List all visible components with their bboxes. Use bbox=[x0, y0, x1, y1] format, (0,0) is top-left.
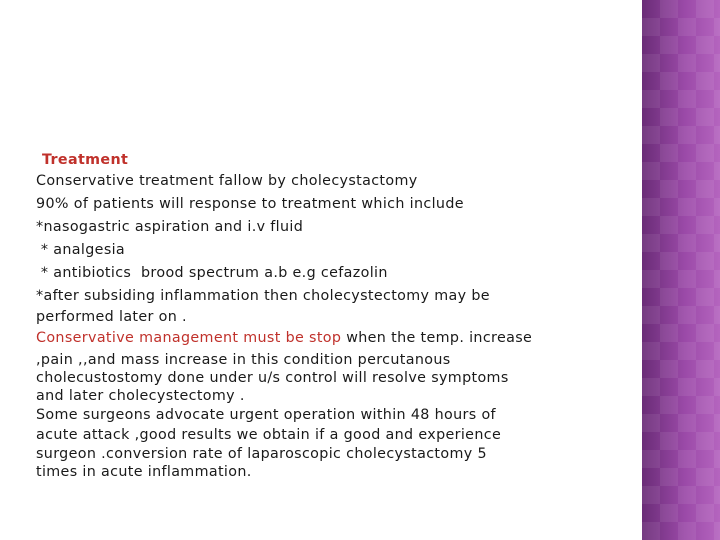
bullet-analgesia: * analgesia bbox=[36, 242, 126, 258]
slide-body bbox=[36, 151, 636, 481]
text-line: *nasogastric aspiration and i.v fluid bbox=[36, 219, 304, 235]
text-line bbox=[36, 326, 636, 351]
text-line: Conservative treatment fallow by cholecystactomy bbox=[36, 173, 418, 189]
text-line: performed later on . bbox=[36, 309, 187, 325]
text-line: Some surgeons advocate urgent operation within 48 hours of bbox=[36, 407, 496, 423]
highlighted-text: Conservative management must be stop bbox=[36, 330, 342, 346]
bullet-antibiotics: * antibiotics brood spectrum a.b e.g cefazolin bbox=[36, 265, 388, 281]
text-line: surgeon .conversion rate of laparoscopic cholecystactomy 5 bbox=[36, 446, 487, 462]
text-span: when the temp. increase bbox=[341, 330, 533, 346]
text-line: ,pain ,,and mass increase in this condition percutanous bbox=[36, 352, 451, 368]
text-line: times in acute inflammation. bbox=[36, 464, 252, 480]
text-line: 90% of patients will response to treatment which include bbox=[36, 196, 464, 212]
text-line: cholecustostomy done under u/s control will resolve symptoms bbox=[36, 370, 509, 386]
text-line: acute attack ,good results we obtain if a good and experience bbox=[36, 427, 502, 443]
slide-heading: Treatment bbox=[42, 152, 129, 168]
text-line: and later cholecystectomy . bbox=[36, 388, 245, 404]
decorative-side-panel bbox=[642, 0, 720, 540]
text-line: *after subsiding inflammation then cholecystectomy may be bbox=[36, 288, 490, 304]
